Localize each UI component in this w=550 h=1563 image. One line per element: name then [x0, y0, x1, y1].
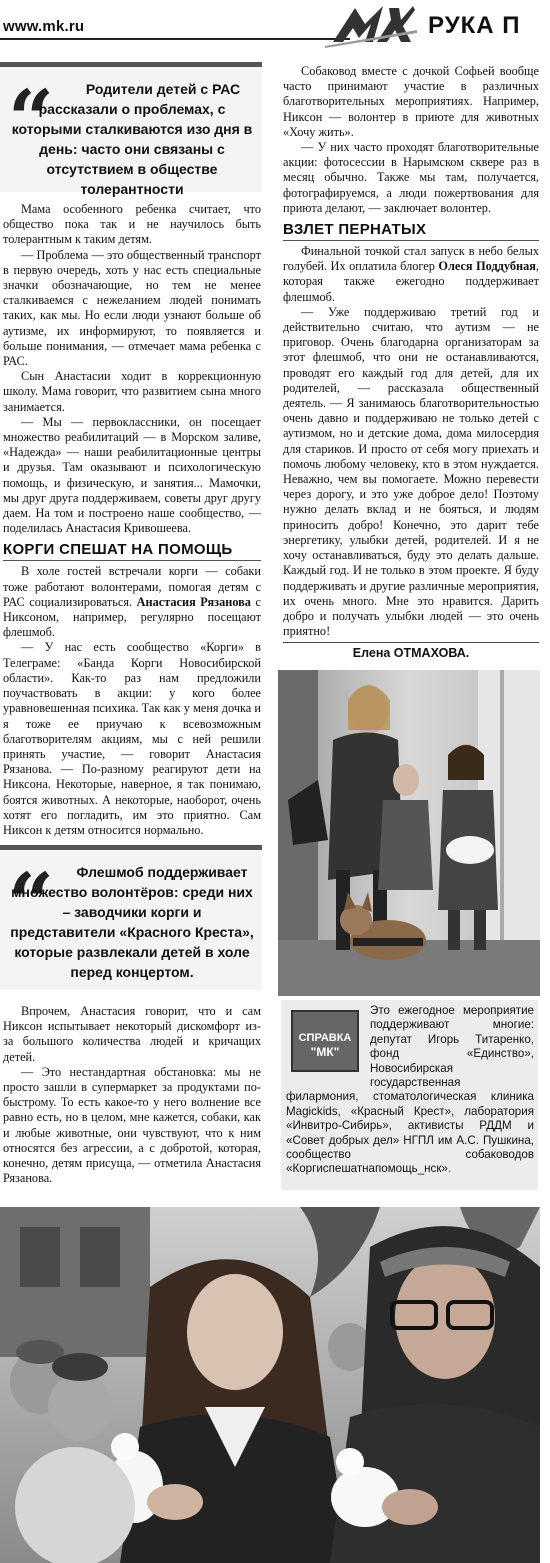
info-badge-line1: СПРАВКА — [298, 1032, 352, 1044]
paragraph: — Проблема — это общественный транспорт в первую очередь, хоть у нас есть специальные значки обозначающие, но тем не менее сталкиваемся с нежеланием людей понимать таких, как мы. Но если люди узнают больше об аутизме, их информируют, то появляется и больше понимания, — отмечает мама ребенка с РАС. — [3, 247, 261, 369]
right-column — [283, 64, 539, 662]
paragraph: — У них часто проходят благотворительные акции: фотосессии в Нарымском сквере раз в месяц обычно. Также мы там, получается, фотографируемся, а люди пожертвования для приюта делают, — заключает волонтер. — [283, 140, 539, 215]
paragraph: Финальной точкой стал запуск в небо белых голубей. Их оплатила блогер Олеся Поддубная, которая также ежегодно поддерживает флешмоб. — [283, 244, 539, 304]
paragraph: — Мы — первоклассники, он посещает множество реабилитаций — в Морском заливе, «Надежда» — наши реабилитационные центры и друзья. Там оказывают и психологическую помощь, и физическую, и занятия... Мамочки, мы друг друга поддерживаем, советы друг другу даем. На том и построено наше сообщество, — поделилась Анастасия Кривошеева. — [3, 414, 261, 536]
info-badge — [291, 1010, 359, 1072]
photo-corgi-hall-image — [278, 670, 540, 996]
paragraph: В холе гостей встречали корги — собаки тоже работают волонтерами, помогая детям с РАС социализироваться. Анастасия Рязанова с Никсоном, например, регулярно посещают флешмоб. — [3, 564, 261, 640]
left-column-top — [3, 202, 261, 838]
subheading-birds: ВЗЛЕТ ПЕРНАТЫХ — [283, 220, 539, 241]
photo-girls-with-doves — [0, 1207, 540, 1563]
left-column-bottom — [3, 1004, 261, 1186]
info-box — [281, 1000, 538, 1190]
mk-logo — [325, 2, 417, 48]
pull-quote-2 — [0, 845, 262, 990]
paragraph: — Это нестандартная обстановка: мы не просто зашли в супермаркет за продуктами по-быстрому. То есть какое-то у него волнение все равно есть, но в целом, мне кажется, собаки, как и любые животные, они чувствуют, что к ним относятся без агрессии, а с добротой, которая, конечно, детям присуща, — отметила Анастасия Рязанова. — [3, 1064, 261, 1186]
paragraph: — У нас есть сообщество «Корги» в Телеграме: «Банда Корги Новосибирской области». Как-то раз нам предложили поучаствовать в акции: у кого более уравновешенная психика. Так как у меня дочка и я тоже ее приучаю к всевозможным благотворителям акциям, мы с ней решили принять участие, — говорит Анастасия Рязанова. — По-разному реагируют дети на Никсона. Некоторые, наверное, я так понимаю, боятся животных. А некоторые, наоборот, очень хотят его погладить, им это приятно. Сам Никсон к детям относится нормально. — [3, 640, 261, 837]
paragraph: Впрочем, Анастасия говорит, что и сам Никсон испытывает некоторый дискомфорт из-за большого количества людей и кричащих детей. — [3, 1004, 261, 1064]
paragraph: Собаковод вместе с дочкой Софьей вообще часто принимают участие в различных благотворительных мероприятиях. Например, Никсон — волонтер в приюте для животных «Хочу жить». — [283, 64, 539, 139]
person-name-bold: Анастасия Рязанова — [136, 594, 251, 609]
pull-quote-1 — [0, 62, 262, 197]
photo-corgi-hall — [278, 670, 540, 996]
info-badge-line2: "МК" — [310, 1045, 340, 1059]
paragraph: — Уже поддерживаю третий год и действительно считаю, что аутизм — не приговор. Очень благодарна организаторам за этот флешмоб, что они не останавливаются, проводят его каждый год для детей, для их родителей, — рассказала общественный деятель. — Я занимаюсь благотворительностью очень давно и поддерживаю не только детей с аутизмом, но и детские дома, дома милосердия для стариков. И просто от себя могу приехать и помочь любому человеку, кто в этом нуждается. Неважно, чем вы помогаете. Можно перевести через дорогу, и это уже доброе дело! Поэтому нужно делать вклад и не бояться, и людям приносить добро! Конечно, это дарит тебе энергетику, улыбки детей, родителей. И я не хочу останавливаться, буду это делать дальше. Каждый год. И не только в этом проекте. Я буду поддерживать и другие различные мероприятия, их очень много. Мне это нравится. Дарить добро и получать улыбки людей — это очень приятно! — [283, 304, 539, 639]
pull-quote-2-text: Флешмоб поддерживает множество волонтёров: среди них – заводчики корги и представители «Красного Креста», которые развлекали детей в холе перед концертом. — [10, 864, 254, 980]
header-rule — [0, 38, 350, 40]
paragraph: Сын Анастасии ходит в коррекционную школу. Мама говорит, что развитием сына много занимается. — [3, 369, 261, 414]
page-header — [0, 0, 550, 50]
section-title: РУКА П — [428, 12, 521, 39]
site-url[interactable]: www.mk.ru — [3, 18, 85, 35]
photo-girls-with-doves-image — [0, 1207, 540, 1563]
person-name-bold: Олеся Поддубная — [438, 259, 536, 274]
pull-quote-1-text: Родители детей с РАС рассказали о проблемах, с которыми сталкиваются изо дня в день: часто они связаны с отсутствием в обществе толерантности — [11, 81, 253, 197]
subheading-corgi: КОРГИ СПЕШАТ НА ПОМОЩЬ — [3, 540, 261, 561]
info-box-text: Это ежегодное мероприятие поддерживают многие: депутат Игорь Титаренко, фонд «Единство», Новосибирская государственная филармония, стоматологическая клиника Magickids, «Красный Крест», лаборатория «Инвитро-Сибирь», активисты РДДМ и «Совет добрых дел» НГПЛ им А.С. Пушкина, сообщество собаководов «Коргиспешатнапомощь_нск». — [286, 1004, 534, 1176]
paragraph: Мама особенного ребенка считает, что общество пока так и не научилось быть толерантным к таким детям. — [3, 202, 261, 247]
quote-mark-icon: “ — [8, 855, 55, 949]
author-byline: Елена ОТМАХОВА. — [283, 642, 539, 661]
quote-mark-icon: “ — [8, 72, 55, 166]
